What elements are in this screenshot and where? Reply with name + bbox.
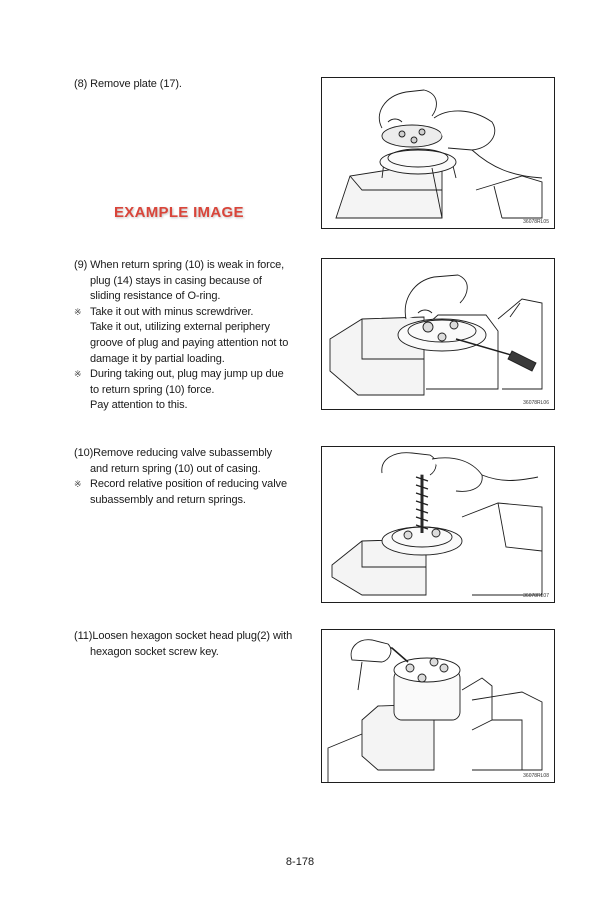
step-number: (8) <box>74 78 88 90</box>
step-note <box>74 305 298 367</box>
note-text: Take it out with minus screwdriver. <box>90 305 254 318</box>
step-number: (10) <box>74 447 94 459</box>
step-11 <box>74 629 298 660</box>
step-text: Remove plate (17). <box>90 78 182 90</box>
note-text: damage it by partial loading. <box>90 352 225 365</box>
step-text: and return spring (10) out of casing. <box>90 462 261 475</box>
figure-label: 36078RL07 <box>523 593 549 599</box>
note-mark: ※ <box>74 369 82 380</box>
figure-hexagon-plug <box>321 629 555 783</box>
note-text: Record relative position of reducing valve <box>90 478 287 491</box>
figure-reducing-valve <box>321 446 555 603</box>
note-text: to return spring (10) force. <box>90 383 215 396</box>
step-text: sliding resistance of O-ring. <box>90 290 221 303</box>
figure-remove-plate <box>321 77 555 229</box>
illustration-screwdriver-plug <box>322 259 554 409</box>
note-text: Take it out, utilizing external periphery <box>90 321 270 334</box>
note-mark: ※ <box>74 479 82 490</box>
note-text: subassembly and return springs. <box>90 493 246 506</box>
figure-label: 36078RL06 <box>523 400 549 406</box>
step-note <box>74 367 298 414</box>
figure-plug-removal <box>321 258 555 410</box>
step-text: Remove reducing valve subassembly <box>93 447 273 459</box>
step-10 <box>74 446 298 508</box>
note-text: Pay attention to this. <box>90 399 188 412</box>
note-text: During taking out, plug may jump up due <box>90 368 284 381</box>
step-number: (9) <box>74 259 88 271</box>
step-text: When return spring (10) is weak in force, <box>90 259 285 271</box>
illustration-hands-removing-plate <box>322 78 554 228</box>
step-8 <box>74 77 298 93</box>
figure-label: 36078RL08 <box>523 773 549 779</box>
figure-label: 36078RL05 <box>523 219 549 225</box>
step-text: hexagon socket screw key. <box>90 645 219 658</box>
illustration-reducing-valve-spring <box>322 447 554 602</box>
step-text: Loosen hexagon socket head plug(2) with <box>92 630 293 642</box>
step-9 <box>74 258 298 414</box>
step-note <box>74 477 298 508</box>
step-number: (11) <box>74 630 93 642</box>
page-number: 8-178 <box>285 856 315 868</box>
example-image-watermark: EXAMPLE IMAGE <box>114 204 244 221</box>
note-mark: ※ <box>74 306 82 317</box>
step-text: plug (14) stays in casing because of <box>90 274 262 287</box>
note-text: groove of plug and paying attention not to <box>90 336 289 349</box>
illustration-hex-key-plug <box>322 630 554 782</box>
